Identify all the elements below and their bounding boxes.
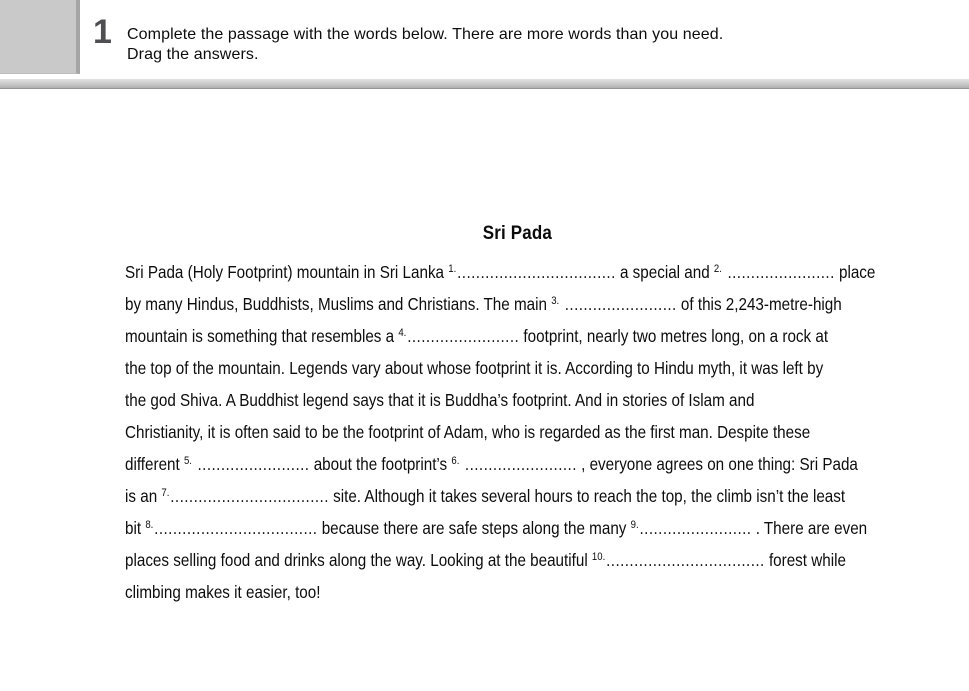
passage-line — [125, 256, 910, 288]
passage-text: places selling food and drinks along the way. Looking at the beautiful — [125, 550, 592, 570]
instruction-line-2: Drag the answers. — [127, 46, 259, 63]
passage-line — [125, 416, 910, 448]
passage-line — [125, 320, 910, 352]
passage-text: a special and — [615, 262, 714, 282]
blank-dropzone[interactable]: ................................... — [154, 518, 318, 538]
passage-title: Sri Pada — [482, 222, 553, 244]
blank-dropzone[interactable]: ........................ — [460, 454, 577, 474]
passage-text: about the footprint’s — [309, 454, 452, 474]
passage-text: . There are even — [751, 518, 868, 538]
passage-line — [125, 448, 910, 480]
passage-text: , everyone agrees on one thing: Sri Pada — [576, 454, 858, 474]
blank-dropzone[interactable]: ........................ — [639, 518, 752, 538]
blank-number: 5. — [183, 455, 192, 467]
blank-number: 8. — [145, 519, 154, 531]
passage-text: site. Although it takes several hours to reach the top, the climb isn’t the least — [328, 486, 846, 506]
blank-dropzone[interactable]: ....................... — [722, 262, 835, 282]
blank-number: 4. — [398, 327, 407, 339]
passage-text: because there are safe steps along the many — [317, 518, 631, 538]
passage-text: place — [834, 262, 876, 282]
blank-2[interactable] — [714, 262, 835, 282]
passage-line — [125, 352, 910, 384]
blank-8[interactable] — [145, 518, 317, 538]
passage-text: Sri Pada (Holy Footprint) mountain in Sri Lanka — [125, 262, 449, 282]
passage-text: the god Shiva. A Buddhist legend says that it is Buddha’s footprint. And in stories of Islam and — [125, 390, 755, 410]
passage-text: of this 2,243-metre-high — [676, 294, 842, 314]
exercise-number: 1 — [93, 13, 112, 51]
passage-text: mountain is something that resembles a — [125, 326, 399, 346]
blank-number: 1. — [448, 263, 457, 275]
blank-9[interactable] — [631, 518, 752, 538]
passage-text: Christianity, it is often said to be the footprint of Adam, who is regarded as the first man. Despite these — [125, 422, 811, 442]
passage-text: is an — [125, 486, 162, 506]
corner-square — [0, 0, 80, 74]
blank-number: 3. — [551, 295, 560, 307]
blank-6[interactable] — [451, 454, 576, 474]
passage-text: the top of the mountain. Legends vary about whose footprint it is. According to Hindu myth, it was left by — [125, 358, 824, 378]
blank-3[interactable] — [551, 294, 676, 314]
passage-text: climbing makes it easier, too! — [125, 582, 321, 602]
instructions — [127, 25, 723, 65]
blank-number: 9. — [630, 519, 639, 531]
passage-line — [125, 544, 910, 576]
passage-text: bit — [125, 518, 146, 538]
blank-number: 2. — [713, 263, 722, 275]
blank-5[interactable] — [184, 454, 309, 474]
passage-line — [125, 480, 910, 512]
blank-7[interactable] — [161, 486, 328, 506]
passage-text: by many Hindus, Buddhists, Muslims and Christians. The main — [125, 294, 552, 314]
blank-dropzone[interactable]: ........................ — [192, 454, 310, 474]
blank-number: 6. — [451, 455, 460, 467]
passage-text: forest while — [764, 550, 846, 570]
blank-dropzone[interactable]: .................................. — [170, 486, 329, 506]
blank-number: 7. — [161, 487, 170, 499]
divider-bar — [0, 79, 969, 89]
passage-line — [125, 512, 910, 544]
passage-line — [125, 576, 910, 608]
passage-lines — [125, 256, 910, 608]
blank-dropzone[interactable]: ........................ — [407, 326, 520, 346]
blank-4[interactable] — [398, 326, 519, 346]
blank-dropzone[interactable]: .................................. — [457, 262, 616, 282]
blank-number: 10. — [591, 551, 606, 563]
passage-text: different — [125, 454, 184, 474]
blank-10[interactable] — [592, 550, 765, 570]
blank-dropzone[interactable]: ........................ — [560, 294, 677, 314]
blank-1[interactable] — [448, 262, 615, 282]
blank-dropzone[interactable]: .................................. — [606, 550, 765, 570]
passage-line — [125, 384, 910, 416]
passage-line — [125, 288, 910, 320]
instruction-line-1: Complete the passage with the words below. There are more words than you need. — [127, 26, 724, 43]
passage-text: footprint, nearly two metres long, on a rock at — [519, 326, 829, 346]
passage — [125, 221, 910, 608]
